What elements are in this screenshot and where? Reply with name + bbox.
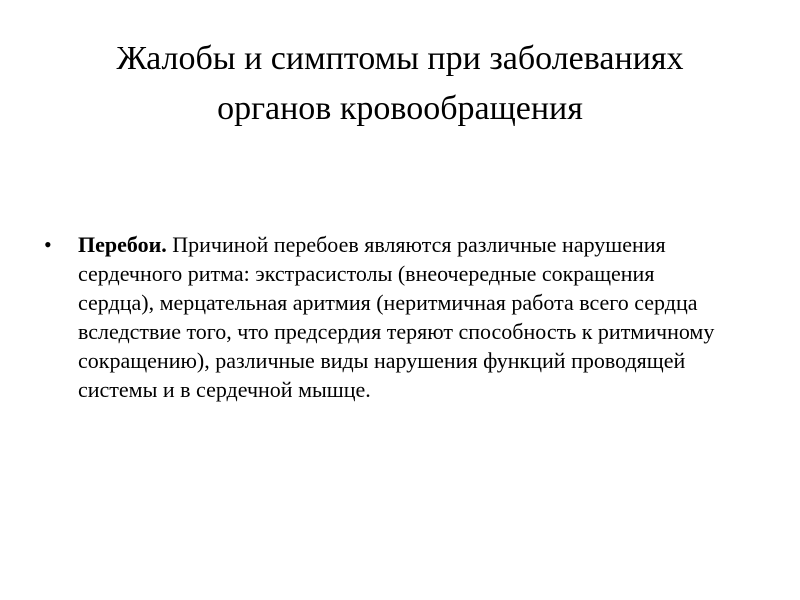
slide-title-line-2: органов кровообращения	[217, 90, 583, 127]
bullet-text: Причиной перебоев являются различные нарушения сердечного ритма: экстрасистолы (внеочередные сокращения сердца), мерцательная аритмия (неритмичная работа всего сердца вследствие того, что предсердия теряют способность к ритмичному сокращению), различные виды нарушения функций проводящей системы и в сердечной мышце.	[78, 232, 715, 402]
bullet-marker-icon: •	[44, 232, 52, 257]
slide-title-line-1: Жалобы и симптомы при заболеваниях	[116, 40, 684, 77]
slide-title	[40, 34, 760, 134]
bullet-term: Перебои.	[78, 232, 167, 257]
slide-content	[40, 230, 730, 404]
bullet-item	[40, 230, 730, 404]
